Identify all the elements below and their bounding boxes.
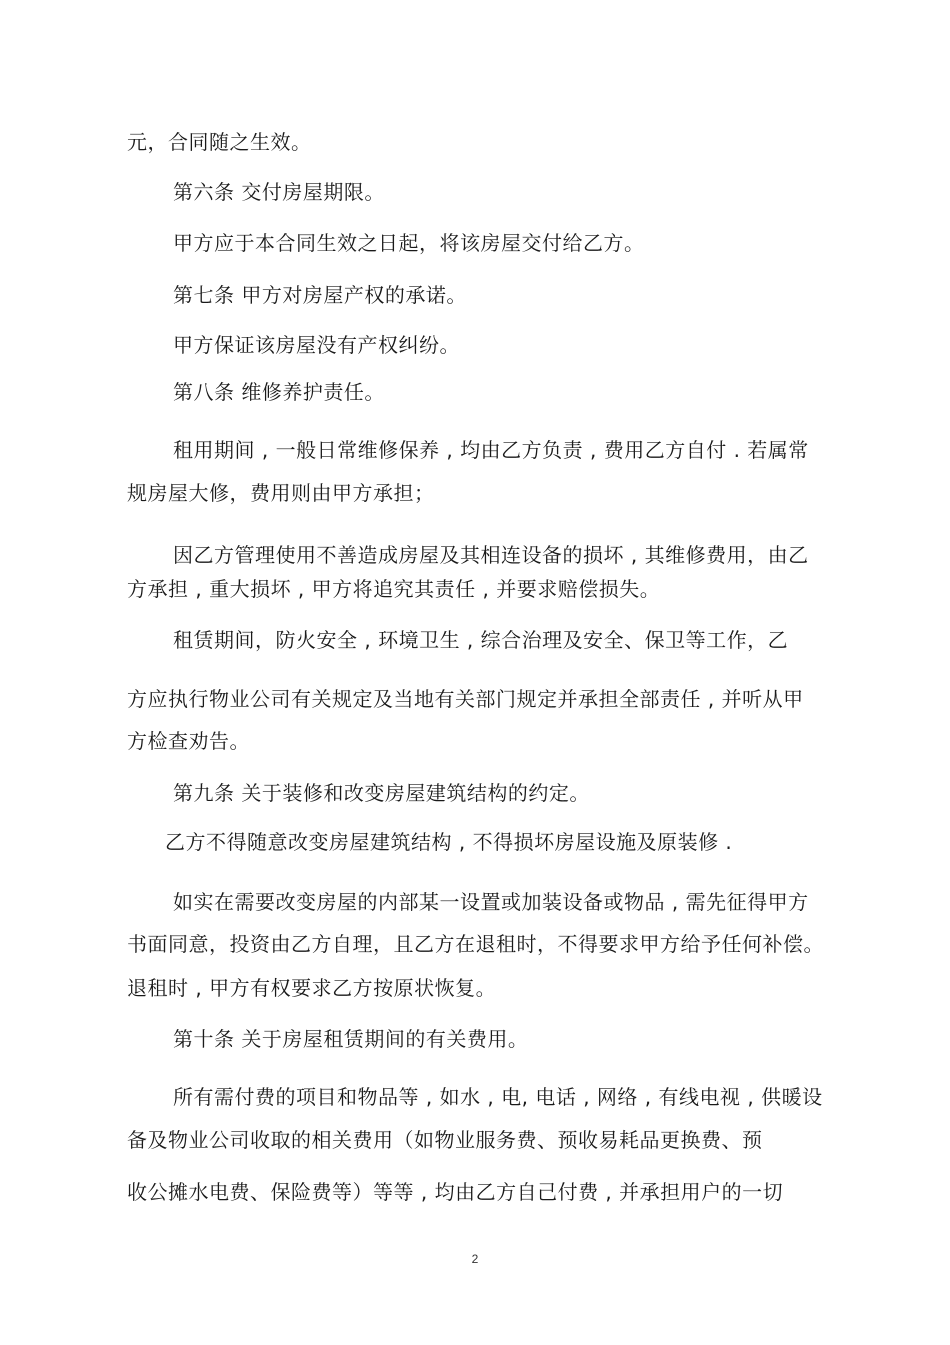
text-line: 乙方不得随意改变房屋建筑结构 , 不得损坏房屋设施及原装修 . (165, 830, 733, 854)
article-heading: 第七条 甲方对房屋产权的承诺。 (173, 283, 467, 307)
text-line: 书面同意，投资由乙方自理，且乙方在退租时，不得要求甲方给予任何补偿。 (127, 932, 824, 956)
text-line: 收公摊水电费、保险费等）等等 , 均由乙方自己付费 , 并承担用户的一切 (127, 1180, 784, 1204)
text-line: 方应执行物业公司有关规定及当地有关部门规定并承担全部责任 , 并听从甲 (127, 687, 804, 711)
text-line: 方承担 , 重大损坏 , 甲方将追究其责任 , 并要求赔偿损失。 (127, 577, 661, 601)
article-heading: 第九条 关于装修和改变房屋建筑结构的约定。 (173, 781, 590, 805)
page-number: 2 (471, 1252, 479, 1266)
text-line: 方检查劝告。 (127, 729, 250, 753)
text-line: 元，合同随之生效。 (127, 130, 312, 154)
article-heading: 第十条 关于房屋租赁期间的有关费用。 (173, 1027, 529, 1051)
article-heading: 第八条 维修养护责任。 (173, 380, 385, 404)
text-line: 租赁期间，防火安全 , 环境卫生 , 综合治理及安全、保卫等工作，乙 (173, 628, 789, 652)
text-line: 所有需付费的项目和物品等 , 如水 , 电, 电话 , 网络 , 有线电视 , 供暖设 (173, 1085, 823, 1109)
text-line: 规房屋大修，费用则由甲方承担； (127, 481, 435, 505)
article-heading: 第六条 交付房屋期限。 (173, 180, 385, 204)
text-line: 备及物业公司收取的相关费用（如物业服务费、预收易耗品更换费、预 (127, 1128, 763, 1152)
text-line: 甲方保证该房屋没有产权纠纷。 (173, 333, 460, 357)
text-line: 租用期间 , 一般日常维修保养 , 均由乙方负责 , 费用乙方自付 . 若属常 (173, 438, 809, 462)
text-line: 如实在需要改变房屋的内部某一设置或加装设备或物品 , 需先征得甲方 (173, 890, 809, 914)
text-line: 甲方应于本合同生效之日起，将该房屋交付给乙方。 (173, 231, 645, 255)
text-line: 因乙方管理使用不善造成房屋及其相连设备的损坏 , 其维修费用，由乙 (173, 543, 809, 567)
text-line: 退租时 , 甲方有权要求乙方按原状恢复。 (127, 976, 497, 1000)
